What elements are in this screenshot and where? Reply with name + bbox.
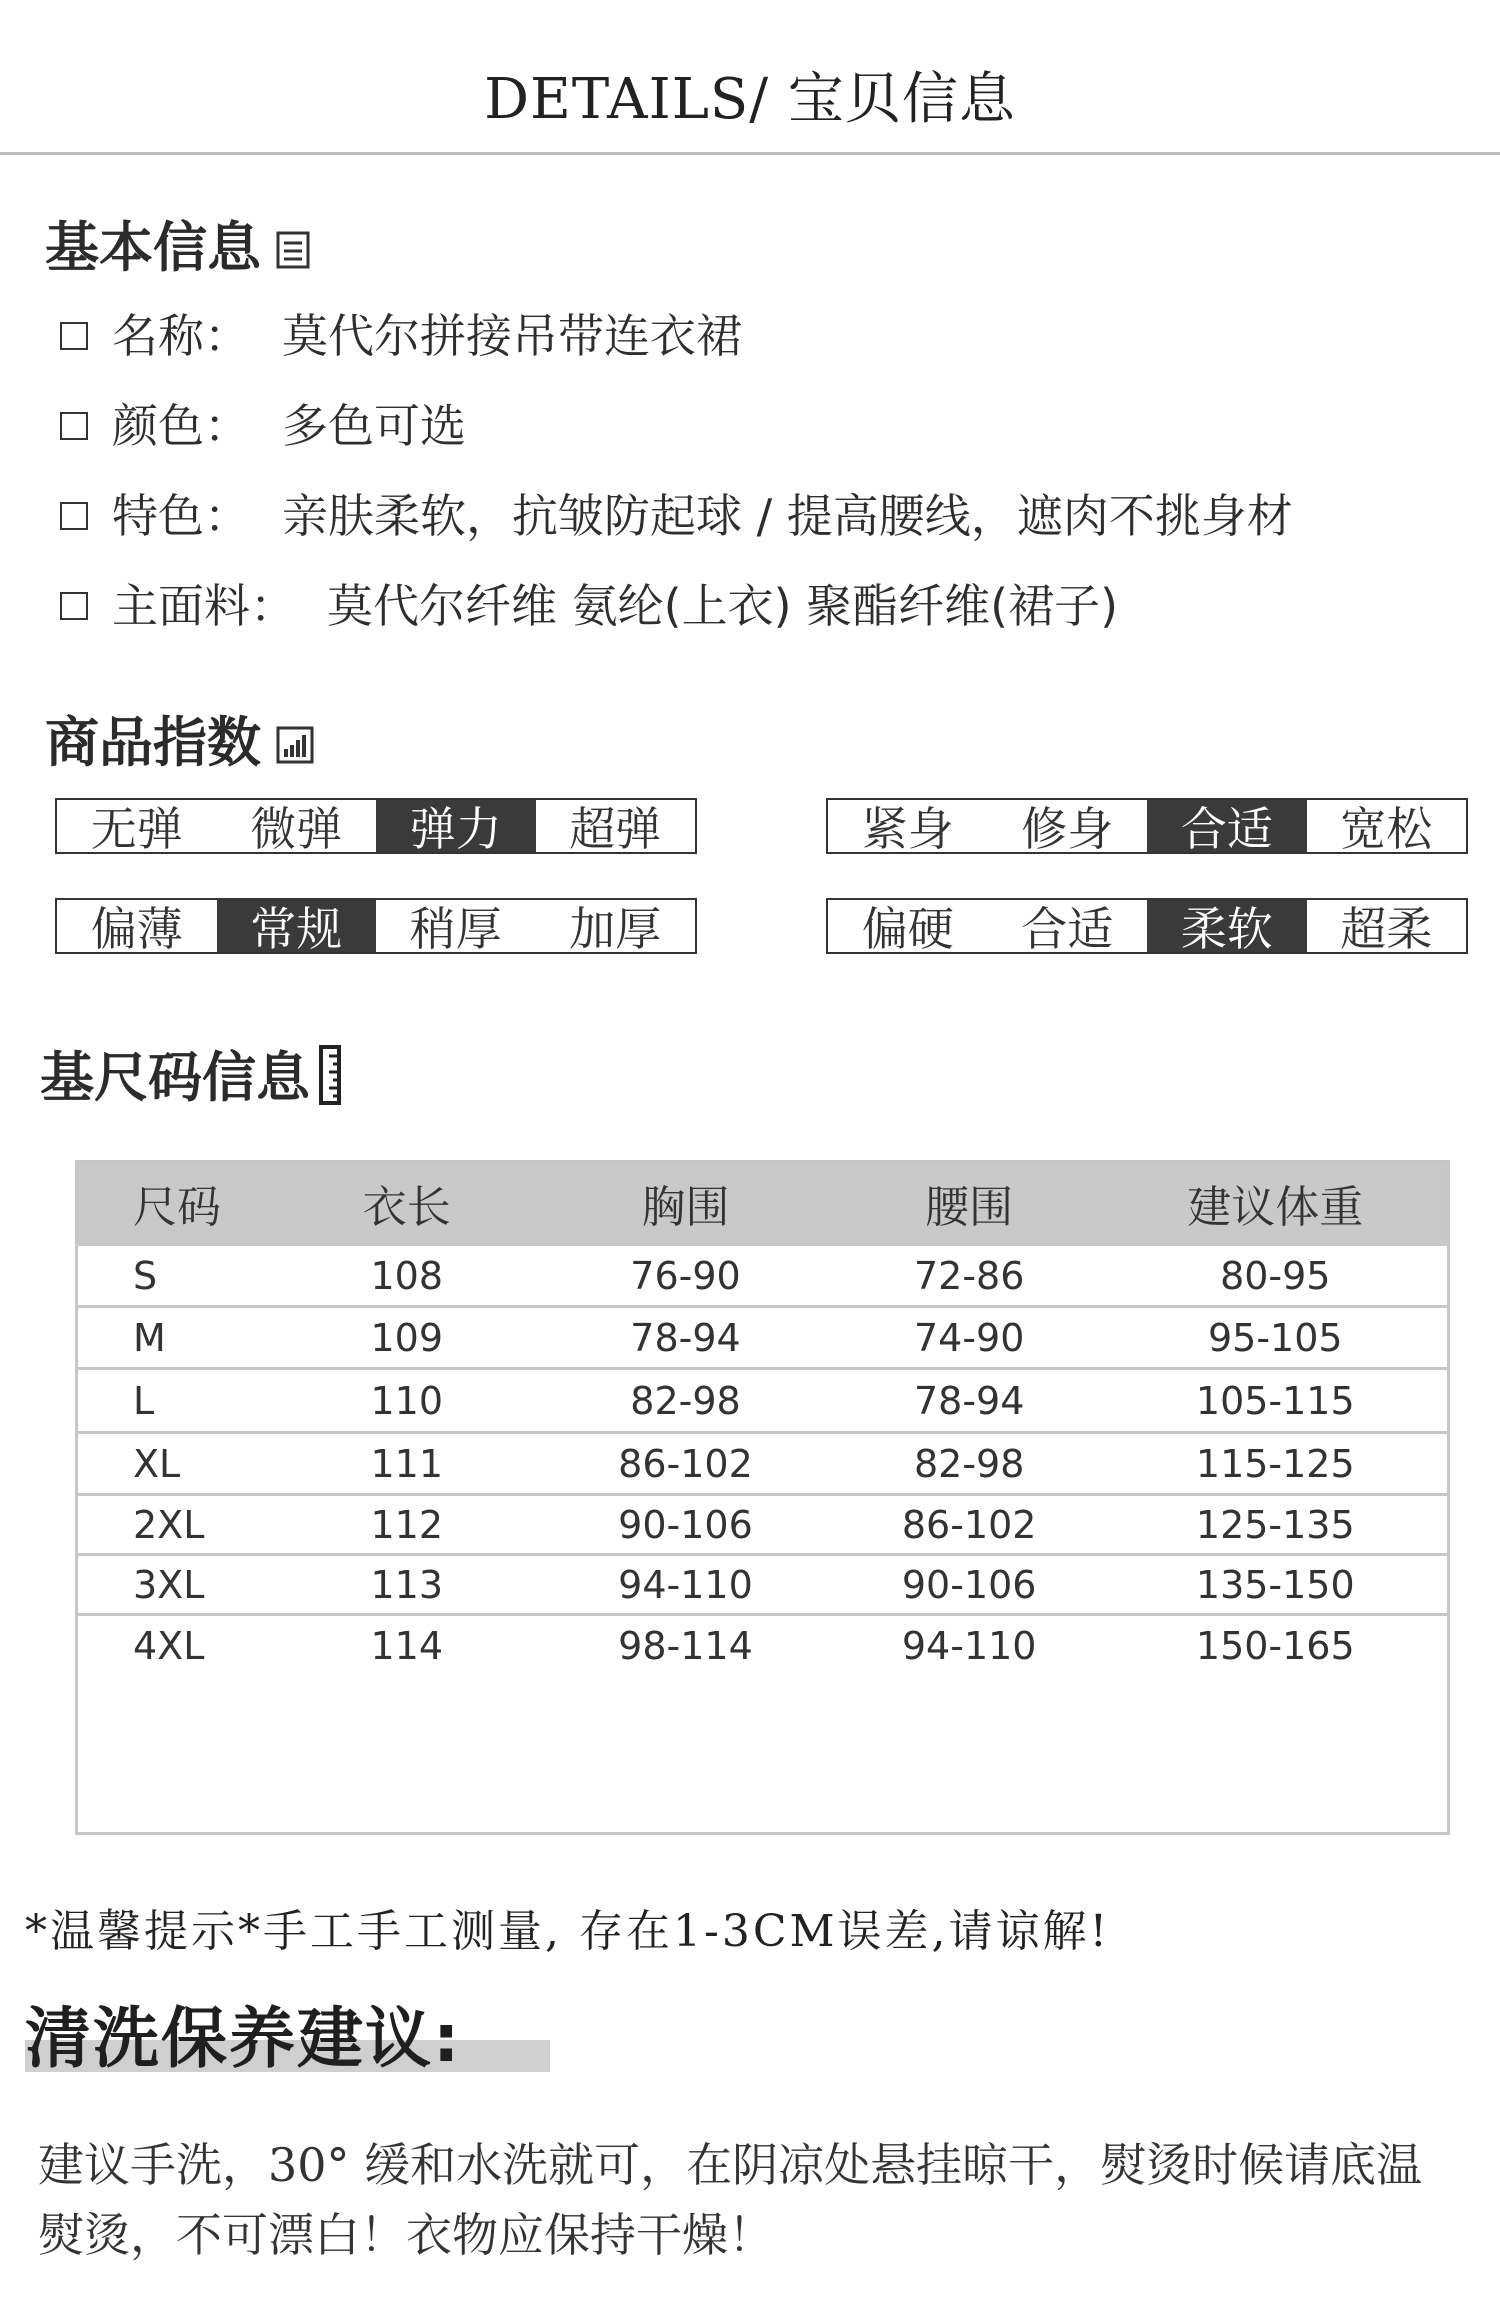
cell-length: 109 [370,1315,444,1360]
document-icon [275,220,311,283]
scale-option: 合适 [1021,902,1114,956]
size-heading [40,1035,344,1119]
cell-bust: 98-114 [618,1624,753,1668]
cell-weight: 105-115 [1195,1378,1355,1423]
elasticity-scale [55,798,697,854]
checkbox-icon [60,502,88,530]
info-color-row [60,390,466,460]
cell-bust: 82-98 [630,1378,741,1423]
basic-info-title: 基本信息 [45,216,261,279]
cell-waist: 78-94 [913,1378,1025,1423]
scale-option: 合适 [1147,800,1307,852]
cell-waist: 94-110 [901,1624,1037,1668]
info-material-row [60,570,1118,640]
checkbox-icon [60,322,88,350]
measurement-tip: *温馨提示*手工手工测量, 存在1-3CM误差,请谅解! [25,1906,1111,1957]
info-label: 主面料： [112,579,296,633]
cell-length: 113 [370,1562,444,1607]
scale-option: 超柔 [1340,902,1433,956]
basic-info-heading [45,205,311,283]
info-feature-row [60,480,1293,550]
cell-length: 112 [370,1502,444,1547]
cell-weight: 80-95 [1220,1253,1331,1298]
cell-bust: 86-102 [618,1441,753,1486]
cell-waist: 74-90 [913,1315,1025,1360]
table-row [78,1493,1447,1553]
scale-option: 修身 [1021,802,1114,856]
info-value: 多色可选 [282,399,466,453]
cell-size: L [133,1378,155,1423]
table-row [78,1613,1447,1832]
cell-bust: 78-94 [630,1315,741,1360]
cell-bust: 94-110 [618,1562,753,1607]
info-label: 特色： [112,489,250,543]
cell-weight: 135-150 [1195,1562,1355,1607]
scale-option: 紧身 [861,802,954,856]
checkbox-icon [60,592,88,620]
checkbox-icon [60,412,88,440]
cell-size: S [133,1253,158,1298]
cell-length: 111 [370,1441,444,1486]
table-row [78,1367,1447,1431]
cell-size: 4XL [133,1624,205,1668]
scale-option: 加厚 [569,902,662,956]
header-size: 尺码 [133,1182,221,1233]
header-length: 衣长 [362,1182,451,1233]
cell-weight: 150-165 [1195,1624,1355,1668]
info-label: 名称： [112,309,250,363]
bar-chart-icon [275,715,315,778]
info-value: 亲肤柔软，抗皱防起球 / 提高腰线，遮肉不挑身材 [282,489,1293,543]
index-heading [45,700,315,778]
table-row [78,1305,1447,1367]
scale-option: 微弹 [250,802,343,856]
cell-length: 114 [370,1624,444,1668]
info-name-row [60,300,742,370]
size-table [75,1160,1450,1835]
cell-waist: 90-106 [901,1562,1037,1607]
size-title: 基尺码信息 [40,1046,310,1109]
header-divider [0,152,1500,155]
cell-size: 3XL [133,1562,205,1607]
cell-length: 110 [370,1378,444,1423]
cell-waist: 82-98 [913,1441,1025,1486]
scale-option: 柔软 [1147,900,1307,952]
care-text: 建议手洗，30° 缓和水洗就可，在阴凉处悬挂晾干，熨烫时候请底温熨烫，不可漂白！衣物应保持干燥！ [38,2138,1423,2262]
scale-option: 偏硬 [861,902,954,956]
thickness-scale [55,898,697,954]
scale-option: 偏薄 [90,902,183,956]
scale-option: 常规 [217,900,377,952]
header-waist: 腰围 [925,1182,1014,1233]
info-value: 莫代尔拼接吊带连衣裙 [282,309,742,363]
page-title: DETAILS/ 宝贝信息 [484,67,1016,132]
cell-weight: 125-135 [1195,1502,1355,1547]
cell-size: XL [133,1441,181,1486]
cell-weight: 115-125 [1195,1441,1355,1486]
scale-option: 稍厚 [409,902,502,956]
scale-option: 无弹 [90,802,183,856]
care-title: 清洗保养建议: [25,2000,462,2077]
softness-scale [826,898,1468,954]
info-label: 颜色： [112,399,250,453]
scale-option: 超弹 [569,802,662,856]
scale-option: 宽松 [1340,802,1433,856]
header-bust: 胸围 [641,1182,730,1233]
cell-size: M [133,1315,166,1360]
cell-bust: 90-106 [618,1502,753,1547]
ruler-icon [318,1044,344,1119]
table-row [78,1431,1447,1493]
cell-weight: 95-105 [1207,1315,1343,1360]
table-row [78,1553,1447,1613]
cell-waist: 72-86 [913,1253,1025,1298]
info-value: 莫代尔纤维 氨纶(上衣) 聚酯纤维(裙子) [327,579,1119,633]
scale-option: 弹力 [376,800,536,852]
cell-size: 2XL [133,1502,205,1547]
index-title: 商品指数 [45,711,261,774]
fit-scale [826,798,1468,854]
size-table-header [78,1163,1447,1243]
cell-length: 108 [370,1253,444,1298]
table-row [78,1243,1447,1305]
cell-waist: 86-102 [901,1502,1037,1547]
cell-bust: 76-90 [630,1253,741,1298]
header-weight: 建议体重 [1187,1182,1364,1233]
